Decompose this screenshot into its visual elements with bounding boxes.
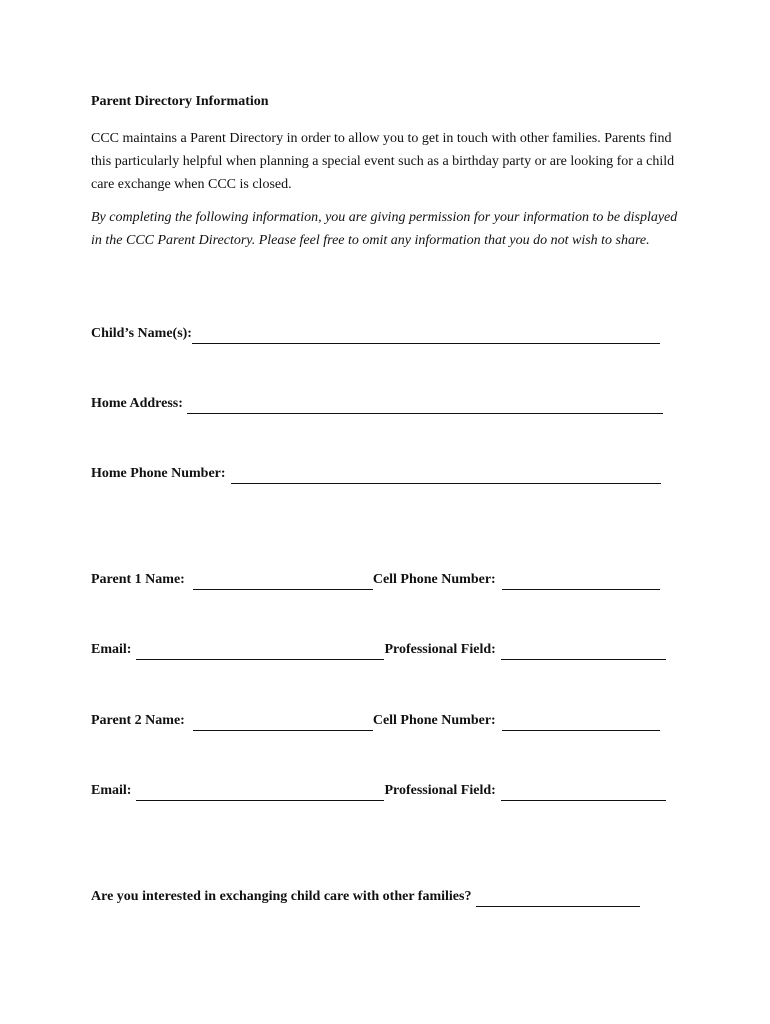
child-names-label: Child’s Name(s): xyxy=(91,326,192,341)
parent1-professional-label: Professional Field: xyxy=(384,642,496,657)
home-phone-field[interactable] xyxy=(231,469,661,484)
parent2-email-row xyxy=(91,779,666,801)
home-phone-row xyxy=(91,462,661,484)
permission-paragraph: By completing the following information, you are giving permission for your information to be displayed in the CCC Parent Directory. Please feel free to omit any information that you do not wish to share. xyxy=(91,210,678,248)
exchange-question-label: Are you interested in exchanging child care with other families? xyxy=(91,889,472,904)
parent2-email-field[interactable] xyxy=(136,786,384,801)
parent2-email-label: Email: xyxy=(91,783,132,798)
parent2-name-label: Parent 2 Name: xyxy=(91,713,185,728)
parent2-professional-label: Professional Field: xyxy=(384,783,496,798)
parent1-professional-field[interactable] xyxy=(501,645,666,660)
parent1-cell-field[interactable] xyxy=(502,575,660,590)
exchange-question-row xyxy=(91,885,640,907)
parent1-email-field[interactable] xyxy=(136,645,384,660)
parent2-cell-field[interactable] xyxy=(502,716,660,731)
parent2-cell-label: Cell Phone Number: xyxy=(372,713,496,728)
child-names-field[interactable] xyxy=(192,329,660,344)
home-address-row xyxy=(91,392,663,414)
parent1-email-row xyxy=(91,638,666,660)
page-title: Parent Directory Information xyxy=(91,94,269,109)
parent2-professional-field[interactable] xyxy=(501,786,666,801)
parent1-cell-label: Cell Phone Number: xyxy=(372,572,496,587)
parent1-name-label: Parent 1 Name: xyxy=(91,572,185,587)
parent1-name-field[interactable] xyxy=(193,575,373,590)
parent2-name-field[interactable] xyxy=(193,716,373,731)
home-phone-label: Home Phone Number: xyxy=(91,466,226,481)
parent1-email-label: Email: xyxy=(91,642,132,657)
exchange-answer-field[interactable] xyxy=(476,892,640,907)
child-names-row xyxy=(91,322,660,344)
parent2-name-row xyxy=(91,709,660,731)
home-address-field[interactable] xyxy=(187,399,663,414)
parent1-name-row xyxy=(91,568,660,590)
intro-paragraph: CCC maintains a Parent Directory in order to allow you to get in touch with other families. Parents find this particularly helpful when planning a special event such as a birthday party or are looking for a child care exchange when CCC is closed. xyxy=(91,131,675,192)
home-address-label: Home Address: xyxy=(91,396,183,411)
